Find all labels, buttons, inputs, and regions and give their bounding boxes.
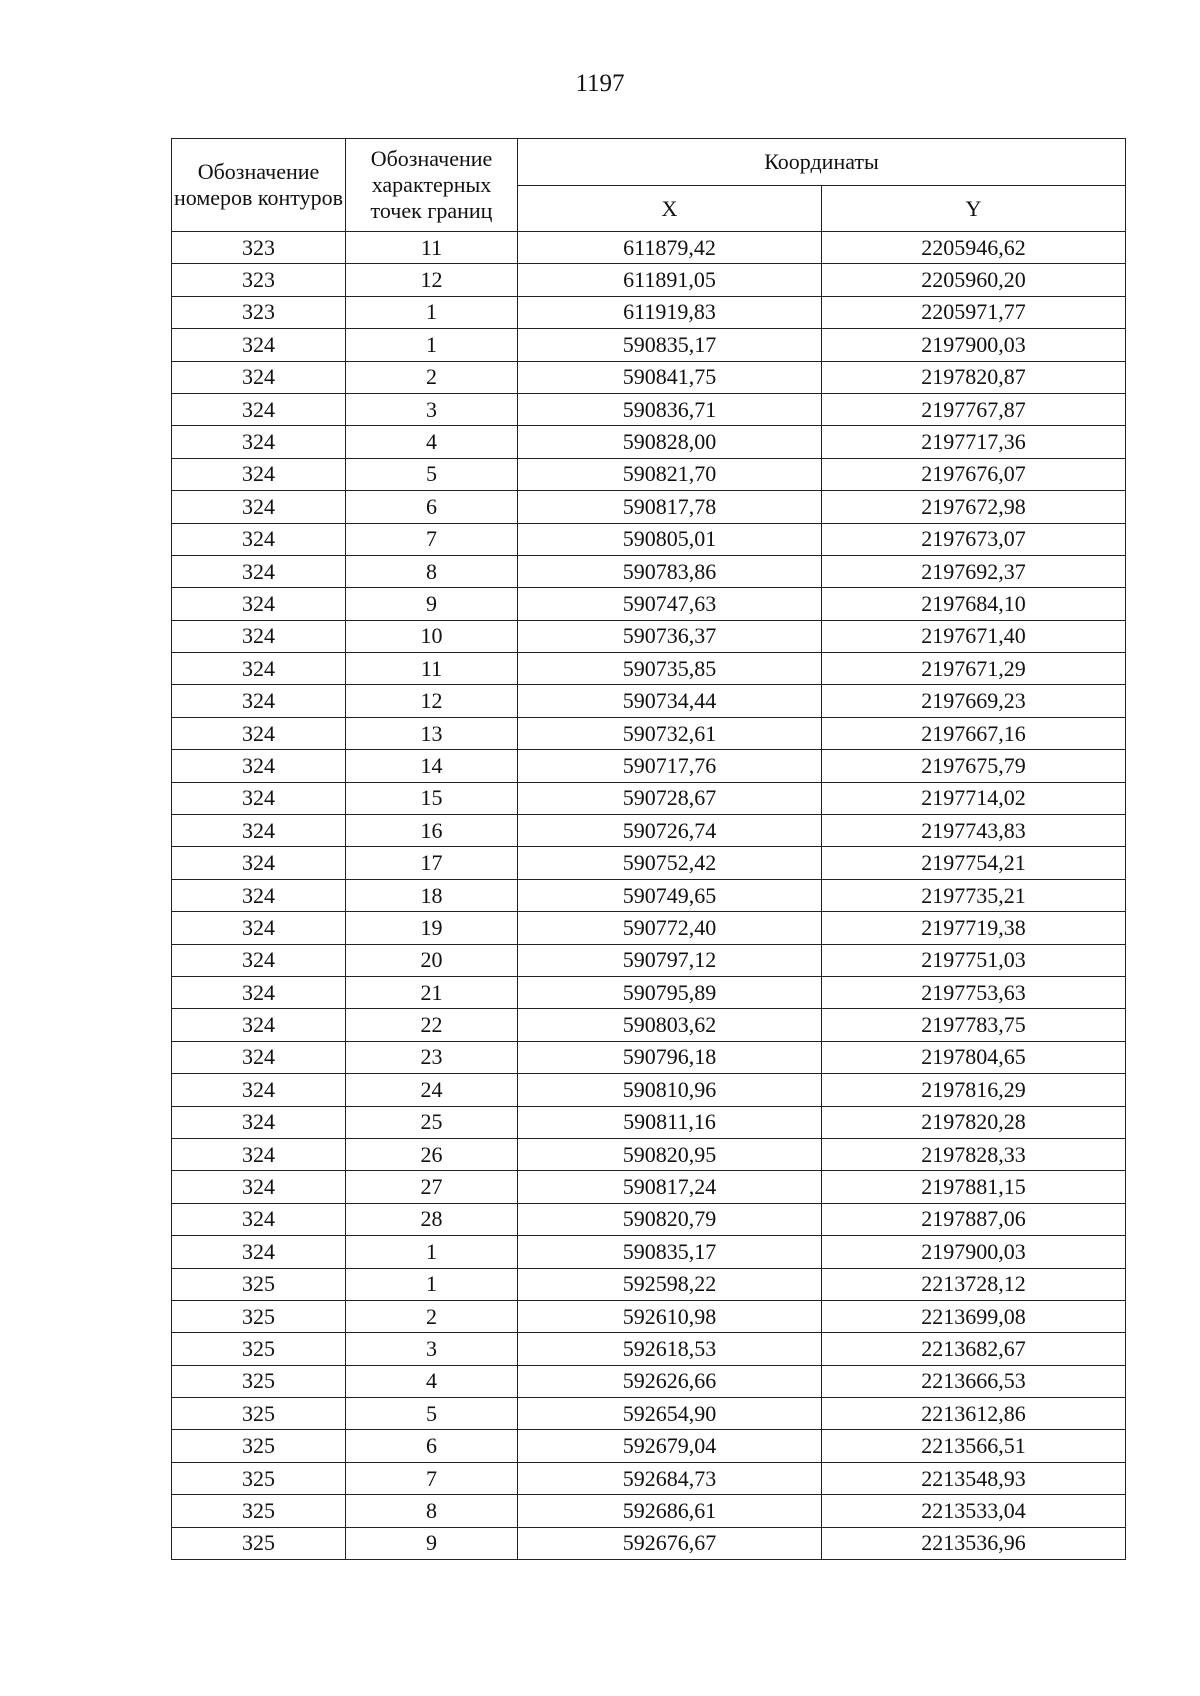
cell-point-number: 23 (346, 1041, 518, 1073)
cell-x: 590734,44 (518, 685, 822, 717)
cell-x: 590797,12 (518, 944, 822, 976)
cell-point-number: 1 (346, 329, 518, 361)
cell-point-number: 5 (346, 458, 518, 490)
cell-x: 611879,42 (518, 232, 822, 264)
cell-point-number: 8 (346, 1495, 518, 1527)
coordinates-table (171, 138, 1126, 1560)
table-row (172, 847, 1126, 879)
cell-point-number: 27 (346, 1171, 518, 1203)
cell-x: 590821,70 (518, 458, 822, 490)
cell-contour-number: 324 (172, 393, 346, 425)
cell-contour-number: 324 (172, 912, 346, 944)
table-row (172, 1398, 1126, 1430)
cell-y: 2197900,03 (822, 1236, 1126, 1268)
cell-point-number: 12 (346, 264, 518, 296)
cell-x: 592626,66 (518, 1365, 822, 1397)
cell-contour-number: 324 (172, 879, 346, 911)
cell-point-number: 2 (346, 361, 518, 393)
cell-x: 592676,67 (518, 1527, 822, 1559)
table-row (172, 1300, 1126, 1332)
cell-y: 2197753,63 (822, 976, 1126, 1008)
cell-point-number: 22 (346, 1009, 518, 1041)
header-point-number: Обозначение характерных точек границ (346, 139, 518, 232)
table-row (172, 1203, 1126, 1235)
table-row (172, 750, 1126, 782)
cell-point-number: 20 (346, 944, 518, 976)
cell-contour-number: 324 (172, 1203, 346, 1235)
table-row (172, 879, 1126, 911)
cell-point-number: 14 (346, 750, 518, 782)
cell-point-number: 13 (346, 717, 518, 749)
cell-x: 590805,01 (518, 523, 822, 555)
cell-point-number: 3 (346, 393, 518, 425)
cell-point-number: 1 (346, 296, 518, 328)
table-row (172, 361, 1126, 393)
cell-x: 590717,76 (518, 750, 822, 782)
cell-point-number: 12 (346, 685, 518, 717)
cell-contour-number: 324 (172, 329, 346, 361)
cell-x: 590817,78 (518, 491, 822, 523)
table-row (172, 976, 1126, 1008)
cell-x: 590772,40 (518, 912, 822, 944)
cell-contour-number: 324 (172, 717, 346, 749)
header-x: X (518, 186, 822, 232)
cell-x: 592679,04 (518, 1430, 822, 1462)
cell-contour-number: 324 (172, 976, 346, 1008)
cell-contour-number: 325 (172, 1430, 346, 1462)
header-contour-number: Обозначение номеров контуров (172, 139, 346, 232)
cell-y: 2197767,87 (822, 393, 1126, 425)
table-row (172, 458, 1126, 490)
cell-y: 2205946,62 (822, 232, 1126, 264)
cell-x: 590735,85 (518, 653, 822, 685)
cell-contour-number: 325 (172, 1300, 346, 1332)
cell-y: 2197735,21 (822, 879, 1126, 911)
cell-point-number: 8 (346, 555, 518, 587)
cell-y: 2197671,29 (822, 653, 1126, 685)
cell-x: 592686,61 (518, 1495, 822, 1527)
cell-y: 2205960,20 (822, 264, 1126, 296)
table-row (172, 912, 1126, 944)
cell-y: 2213728,12 (822, 1268, 1126, 1300)
cell-x: 590820,95 (518, 1138, 822, 1170)
cell-x: 592618,53 (518, 1333, 822, 1365)
cell-x: 611919,83 (518, 296, 822, 328)
cell-y: 2197751,03 (822, 944, 1126, 976)
cell-contour-number: 324 (172, 1138, 346, 1170)
cell-point-number: 6 (346, 491, 518, 523)
cell-x: 590828,00 (518, 426, 822, 458)
table-row (172, 1041, 1126, 1073)
cell-x: 590835,17 (518, 1236, 822, 1268)
cell-y: 2213533,04 (822, 1495, 1126, 1527)
cell-y: 2213699,08 (822, 1300, 1126, 1332)
cell-contour-number: 324 (172, 1074, 346, 1106)
table-body (172, 232, 1126, 1560)
cell-contour-number: 324 (172, 653, 346, 685)
cell-point-number: 16 (346, 815, 518, 847)
cell-contour-number: 324 (172, 847, 346, 879)
cell-point-number: 25 (346, 1106, 518, 1138)
table-row (172, 1527, 1126, 1559)
header-y: Y (822, 186, 1126, 232)
cell-point-number: 19 (346, 912, 518, 944)
cell-x: 590795,89 (518, 976, 822, 1008)
cell-point-number: 4 (346, 426, 518, 458)
table-row (172, 1495, 1126, 1527)
cell-x: 590783,86 (518, 555, 822, 587)
cell-x: 590747,63 (518, 588, 822, 620)
table-row (172, 426, 1126, 458)
cell-y: 2197667,16 (822, 717, 1126, 749)
cell-x: 590841,75 (518, 361, 822, 393)
cell-contour-number: 324 (172, 1171, 346, 1203)
table-row (172, 1268, 1126, 1300)
table-row (172, 620, 1126, 652)
table-row (172, 1333, 1126, 1365)
cell-point-number: 26 (346, 1138, 518, 1170)
cell-y: 2197754,21 (822, 847, 1126, 879)
cell-x: 590820,79 (518, 1203, 822, 1235)
cell-x: 592610,98 (518, 1300, 822, 1332)
table-row (172, 815, 1126, 847)
cell-point-number: 18 (346, 879, 518, 911)
cell-x: 611891,05 (518, 264, 822, 296)
cell-y: 2197828,33 (822, 1138, 1126, 1170)
cell-contour-number: 324 (172, 750, 346, 782)
cell-contour-number: 324 (172, 620, 346, 652)
cell-contour-number: 324 (172, 944, 346, 976)
cell-point-number: 7 (346, 523, 518, 555)
cell-point-number: 1 (346, 1236, 518, 1268)
cell-y: 2197743,83 (822, 815, 1126, 847)
table-row (172, 523, 1126, 555)
cell-x: 590817,24 (518, 1171, 822, 1203)
cell-y: 2197881,15 (822, 1171, 1126, 1203)
cell-y: 2197900,03 (822, 329, 1126, 361)
cell-point-number: 17 (346, 847, 518, 879)
cell-y: 2197672,98 (822, 491, 1126, 523)
header-coordinates: Координаты (518, 139, 1126, 186)
table-row (172, 393, 1126, 425)
table-row (172, 588, 1126, 620)
cell-x: 590749,65 (518, 879, 822, 911)
cell-x: 590835,17 (518, 329, 822, 361)
cell-x: 590811,16 (518, 1106, 822, 1138)
cell-contour-number: 324 (172, 815, 346, 847)
cell-x: 590732,61 (518, 717, 822, 749)
cell-x: 592598,22 (518, 1268, 822, 1300)
cell-contour-number: 324 (172, 1236, 346, 1268)
cell-contour-number: 323 (172, 296, 346, 328)
cell-x: 590752,42 (518, 847, 822, 879)
cell-contour-number: 324 (172, 588, 346, 620)
cell-y: 2197783,75 (822, 1009, 1126, 1041)
cell-y: 2213612,86 (822, 1398, 1126, 1430)
cell-y: 2197692,37 (822, 555, 1126, 587)
table-row (172, 296, 1126, 328)
table-row (172, 685, 1126, 717)
cell-contour-number: 325 (172, 1527, 346, 1559)
cell-point-number: 7 (346, 1462, 518, 1494)
cell-point-number: 10 (346, 620, 518, 652)
cell-point-number: 9 (346, 1527, 518, 1559)
cell-y: 2197684,10 (822, 588, 1126, 620)
table-row (172, 1462, 1126, 1494)
table-row (172, 1236, 1126, 1268)
cell-point-number: 11 (346, 232, 518, 264)
cell-y: 2197676,07 (822, 458, 1126, 490)
cell-x: 590726,74 (518, 815, 822, 847)
table-row (172, 1138, 1126, 1170)
cell-contour-number: 324 (172, 1009, 346, 1041)
table-row (172, 1009, 1126, 1041)
table-row (172, 1074, 1126, 1106)
cell-y: 2197714,02 (822, 782, 1126, 814)
table-row (172, 264, 1126, 296)
cell-contour-number: 324 (172, 426, 346, 458)
cell-contour-number: 323 (172, 232, 346, 264)
cell-x: 592654,90 (518, 1398, 822, 1430)
cell-x: 590796,18 (518, 1041, 822, 1073)
cell-point-number: 21 (346, 976, 518, 1008)
cell-y: 2213666,53 (822, 1365, 1126, 1397)
cell-contour-number: 324 (172, 1106, 346, 1138)
cell-y: 2213536,96 (822, 1527, 1126, 1559)
cell-y: 2197804,65 (822, 1041, 1126, 1073)
cell-point-number: 6 (346, 1430, 518, 1462)
table-row (172, 1106, 1126, 1138)
table-row (172, 653, 1126, 685)
cell-point-number: 5 (346, 1398, 518, 1430)
cell-y: 2213682,67 (822, 1333, 1126, 1365)
cell-contour-number: 325 (172, 1333, 346, 1365)
cell-y: 2197816,29 (822, 1074, 1126, 1106)
cell-point-number: 28 (346, 1203, 518, 1235)
cell-contour-number: 324 (172, 523, 346, 555)
cell-y: 2205971,77 (822, 296, 1126, 328)
table-row (172, 1365, 1126, 1397)
cell-y: 2197671,40 (822, 620, 1126, 652)
cell-y: 2197669,23 (822, 685, 1126, 717)
cell-y: 2197673,07 (822, 523, 1126, 555)
cell-point-number: 9 (346, 588, 518, 620)
cell-contour-number: 325 (172, 1462, 346, 1494)
table-row (172, 782, 1126, 814)
table-header (172, 139, 1126, 232)
cell-contour-number: 323 (172, 264, 346, 296)
cell-contour-number: 325 (172, 1495, 346, 1527)
cell-y: 2213566,51 (822, 1430, 1126, 1462)
cell-point-number: 3 (346, 1333, 518, 1365)
cell-contour-number: 324 (172, 458, 346, 490)
cell-x: 590736,37 (518, 620, 822, 652)
cell-contour-number: 324 (172, 685, 346, 717)
table-row (172, 491, 1126, 523)
cell-contour-number: 324 (172, 782, 346, 814)
cell-x: 590836,71 (518, 393, 822, 425)
cell-contour-number: 325 (172, 1365, 346, 1397)
cell-contour-number: 324 (172, 1041, 346, 1073)
cell-contour-number: 324 (172, 361, 346, 393)
cell-contour-number: 325 (172, 1268, 346, 1300)
cell-y: 2197717,36 (822, 426, 1126, 458)
cell-y: 2213548,93 (822, 1462, 1126, 1494)
cell-point-number: 4 (346, 1365, 518, 1397)
cell-y: 2197820,87 (822, 361, 1126, 393)
cell-x: 590810,96 (518, 1074, 822, 1106)
cell-contour-number: 324 (172, 491, 346, 523)
page-number: 1197 (575, 70, 625, 97)
cell-x: 590803,62 (518, 1009, 822, 1041)
cell-y: 2197820,28 (822, 1106, 1126, 1138)
cell-point-number: 1 (346, 1268, 518, 1300)
cell-y: 2197719,38 (822, 912, 1126, 944)
cell-contour-number: 325 (172, 1398, 346, 1430)
cell-x: 592684,73 (518, 1462, 822, 1494)
table-row (172, 232, 1126, 264)
table-row (172, 555, 1126, 587)
cell-point-number: 11 (346, 653, 518, 685)
cell-point-number: 24 (346, 1074, 518, 1106)
table-row (172, 329, 1126, 361)
table-row (172, 944, 1126, 976)
table-row (172, 717, 1126, 749)
cell-point-number: 15 (346, 782, 518, 814)
cell-y: 2197675,79 (822, 750, 1126, 782)
cell-x: 590728,67 (518, 782, 822, 814)
cell-contour-number: 324 (172, 555, 346, 587)
table-row (172, 1430, 1126, 1462)
table-row (172, 1171, 1126, 1203)
cell-point-number: 2 (346, 1300, 518, 1332)
cell-y: 2197887,06 (822, 1203, 1126, 1235)
